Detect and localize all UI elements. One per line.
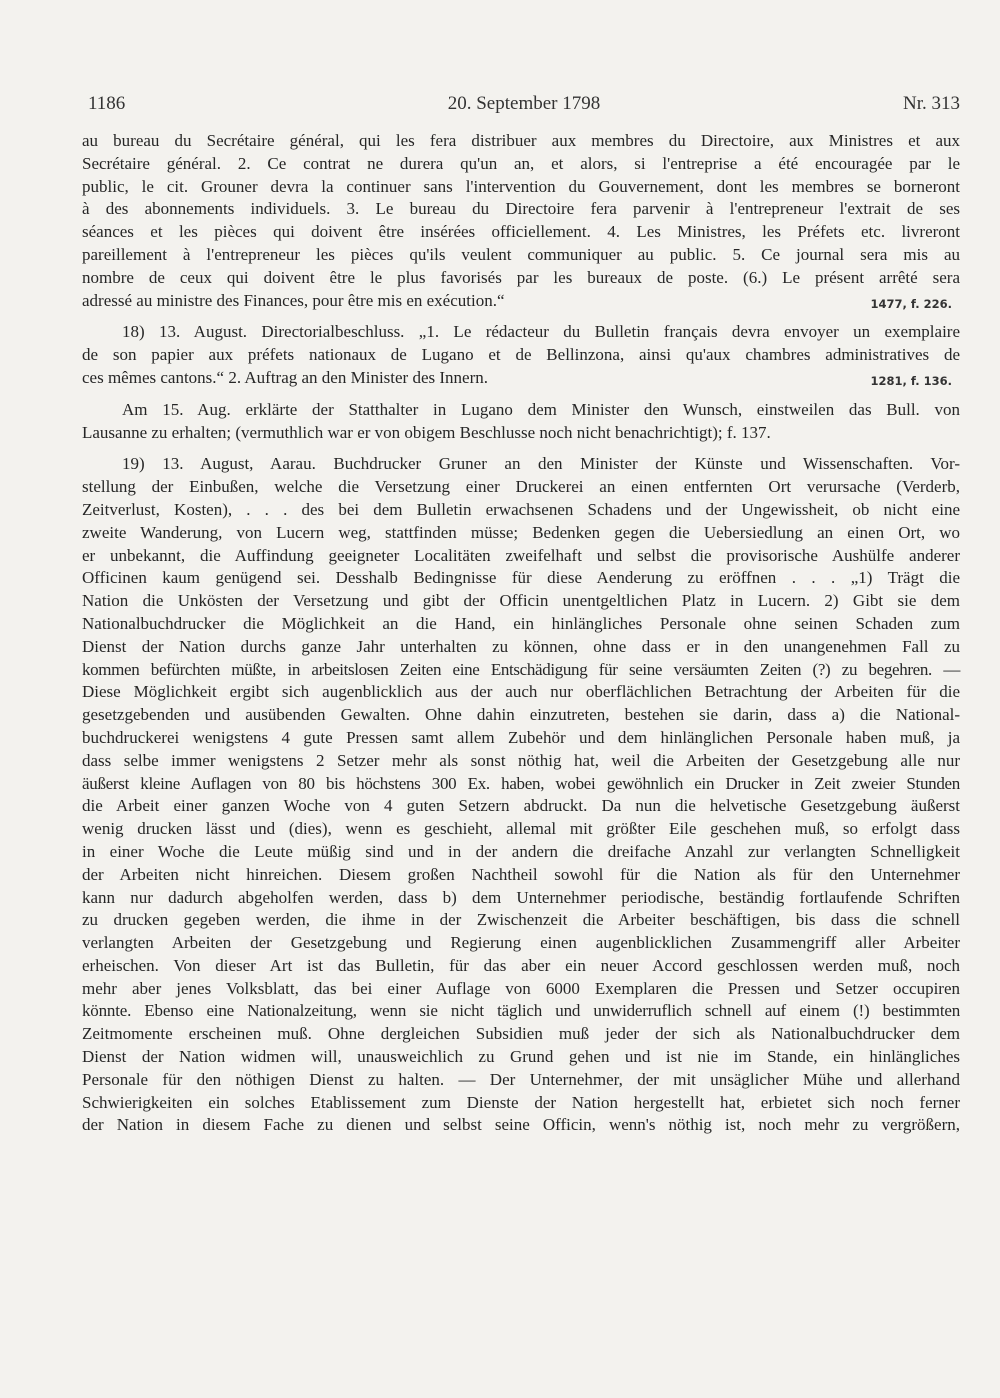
archive-reference: 1477, f. 226. xyxy=(870,296,952,311)
text-line: Nationalbuchdrucker die Möglichkeit an die Hand, ein hinlängliches Personale ohne seinen Schaden zum xyxy=(82,613,960,633)
text-line: die Arbeit einer ganzen Woche von 4 guten Setzern abdruckt. Da nun die helvetische Gesetzgebung äußerst xyxy=(82,796,960,816)
text-line: séances et les pièces qui doivent être insérées officiellement. 4. Les Ministres, les Préfets etc. livreront xyxy=(82,222,960,242)
paragraph-1 xyxy=(82,130,960,312)
page-number: 1186 xyxy=(88,93,126,114)
paragraph-2 xyxy=(82,321,960,389)
text-line: in einer Woche die Leute müßig sind und in der andern die dreifache Anzahl zur verlangten Schnelligkeit xyxy=(82,841,960,861)
text-line: Dienst der Nation durchs ganze Jahr unterhalten zu können, ohne dass er in den unangenehmen Fall zu xyxy=(82,636,960,656)
text-line: könnte. Ebenso eine Nationalzeitung, wenn sie nicht täglich und unwiderruflich schnell auf einem (!) bestimmten xyxy=(82,1001,960,1021)
text-line: Nation die Unkösten der Versetzung und gibt der Officin unentgeltlichen Platz in Lucern. 2) Gibt sie dem xyxy=(82,591,960,611)
archive-reference: 1281, f. 136. xyxy=(870,373,952,388)
text-line: kann nur dadurch abgeholfen werden, dass b) dem Unternehmer periodische, beständig fortlaufende Schriften xyxy=(82,887,960,907)
text-line: äußerst kleine Auflagen von 80 bis höchstens 300 Ex. haben, wobei gewöhnlich ein Drucker in Zeit zweier Stunden xyxy=(82,773,960,793)
page-header xyxy=(88,93,960,117)
text-line: Personale für den nöthigen Dienst zu halten. — Der Unternehmer, der mit unsäglicher Mühe und allerhand xyxy=(82,1069,960,1089)
document-body xyxy=(82,130,960,1137)
text-line: Am 15. Aug. erklärte der Statthalter in Lugano dem Minister den Wunsch, einstweilen das Bull. von xyxy=(122,399,960,419)
text-line: adressé au ministre des Finances, pour être mis en exécution.“ xyxy=(82,290,505,310)
text-line: ces mêmes cantons.“ 2. Auftrag an den Minister des Innern. xyxy=(82,367,488,387)
text-line: de son papier aux préfets nationaux de Lugano et de Bellinzona, ainsi qu'aux chambres administratives de xyxy=(82,345,960,365)
text-line: Lausanne zu erhalten; (vermuthlich war er von obigem Beschlusse noch nicht benachrichtigt); f. 137. xyxy=(82,422,771,442)
text-line: nombre de ceux qui doivent être le plus favorisés par les bureaux de poste. (6.) Le présent arrêté sera xyxy=(82,267,960,287)
text-line: au bureau du Secrétaire général, qui les fera distribuer aux membres du Directoire, aux Ministres et aux xyxy=(82,131,960,150)
document-number: Nr. 313 xyxy=(903,93,960,114)
text-line: 19) 13. August, Aarau. Buchdrucker Gruner an den Minister der Künste und Wissenschaften. Vor- xyxy=(122,454,960,474)
text-line: à des abonnements individuels. 3. Le bureau du Directoire fera parvenir à l'entrepreneur l'extrait de ses xyxy=(82,199,960,219)
text-line: 18) 13. August. Directorialbeschluss. „1. Le rédacteur du Bulletin français devra envoyer un exemplaire xyxy=(122,322,960,342)
text-line: Dienst der Nation widmen will, unausweichlich zu Grund gehen und ist nie im Stande, ein hinlängliches xyxy=(82,1047,960,1067)
text-line: Zeitverlust, Kosten), . . . des bei dem Bulletin erwachsenen Schadens und der Ungewissheit, ob nicht eine xyxy=(82,499,960,519)
text-line: gesetzgebenden und ausübenden Gewalten. Ohne dahin einzutreten, bestehen sie darin, dass a) die National- xyxy=(82,705,960,725)
text-line: public, le cit. Grouner devra la continuer sans l'intervention du Gouvernement, dont les membres se borneront xyxy=(82,176,960,196)
text-line: Schwierigkeiten ein solches Etablissement zum Dienste der Nation hergestellt hat, erbietet sich noch ferner xyxy=(82,1092,960,1112)
text-line: Diese Möglichkeit ergibt sich augenblicklich aus der auch nur oberflächlichen Betrachtung der Arbeiten für die xyxy=(82,682,960,702)
text-line: kommen befürchten müßte, in arbeitslosen Zeiten eine Entschädigung für seine versäumten Zeiten (?) zu begehren. — xyxy=(82,659,960,679)
header-date: 20. September 1798 xyxy=(447,93,601,114)
text-line: zweite Wanderung, von Lucern weg, stattfinden müsse; Bedenken gegen die Uebersiedlung an einen Ort, wo xyxy=(82,522,960,542)
text-line: mehr aber jenes Volksblatt, das bei einer Auflage von 6000 Exemplaren die Pressen und Setzer occupiren xyxy=(82,978,960,998)
text-line: zu drucken gegeben werden, die ihme in der Zwischenzeit die Arbeiter beschäftigen, bis dass die schnell xyxy=(82,910,960,930)
text-line: stellung der Einbußen, welche die Versetzung einer Druckerei an einen entfernten Ort verursache (Verderb, xyxy=(82,477,960,497)
paragraph-4 xyxy=(82,453,960,1137)
text-line: verlangten Arbeiten der Gesetzgebung und Regierung einen augenblicklichen Zusammengriff aller Arbeiter xyxy=(82,933,960,953)
paragraph-3 xyxy=(82,399,960,445)
text-line: wenig drucken lässt und (dies), wenn es geschieht, allemal mit größter Eile geschehen muß, so erfolgt dass xyxy=(82,819,960,839)
text-line: dass selbe immer wenigstens 2 Setzer mehr als sonst nöthig hat, weil die Arbeiten der Gesetzgebung alle nur xyxy=(82,750,960,770)
text-line: er unbekannt, die Auffindung geeigneter Localitäten zweifelhaft und selbst die provisorische Aushülfe anderer xyxy=(82,545,960,565)
text-line: Zeitmomente erscheinen muß. Ohne dergleichen Subsidien muß jeder der sich als Nationalbuchdrucker dem xyxy=(82,1024,960,1044)
text-line: der Arbeiten nicht hinreichen. Diesem großen Nachtheil sowohl für die Nation als für den Unternehmer xyxy=(82,864,960,884)
text-line: pareillement à l'entrepreneur les pièces qu'ils veulent communiquer au public. 5. Ce journal sera mis au xyxy=(82,244,960,264)
text-line: der Nation in diesem Fache zu dienen und selbst seine Officin, wenn's nöthig ist, noch mehr zu vergrößern, xyxy=(82,1115,960,1135)
text-line: Officinen kaum genügend sei. Desshalb Bedingnisse für diese Aenderung zu eröffnen . . . „1) Trägt die xyxy=(82,568,960,588)
text-line: erheischen. Von dieser Art ist das Bulletin, für das aber ein neuer Accord geschlossen werden muß, noch xyxy=(82,955,960,975)
text-line: buchdruckerei wenigstens 4 gute Pressen samt allem Zubehör und dem hinlänglichen Personale haben muß, ja xyxy=(82,727,960,747)
text-line: Secrétaire général. 2. Ce contrat ne durera qu'un an, et alors, si l'entreprise a été encouragée par le xyxy=(82,153,960,173)
